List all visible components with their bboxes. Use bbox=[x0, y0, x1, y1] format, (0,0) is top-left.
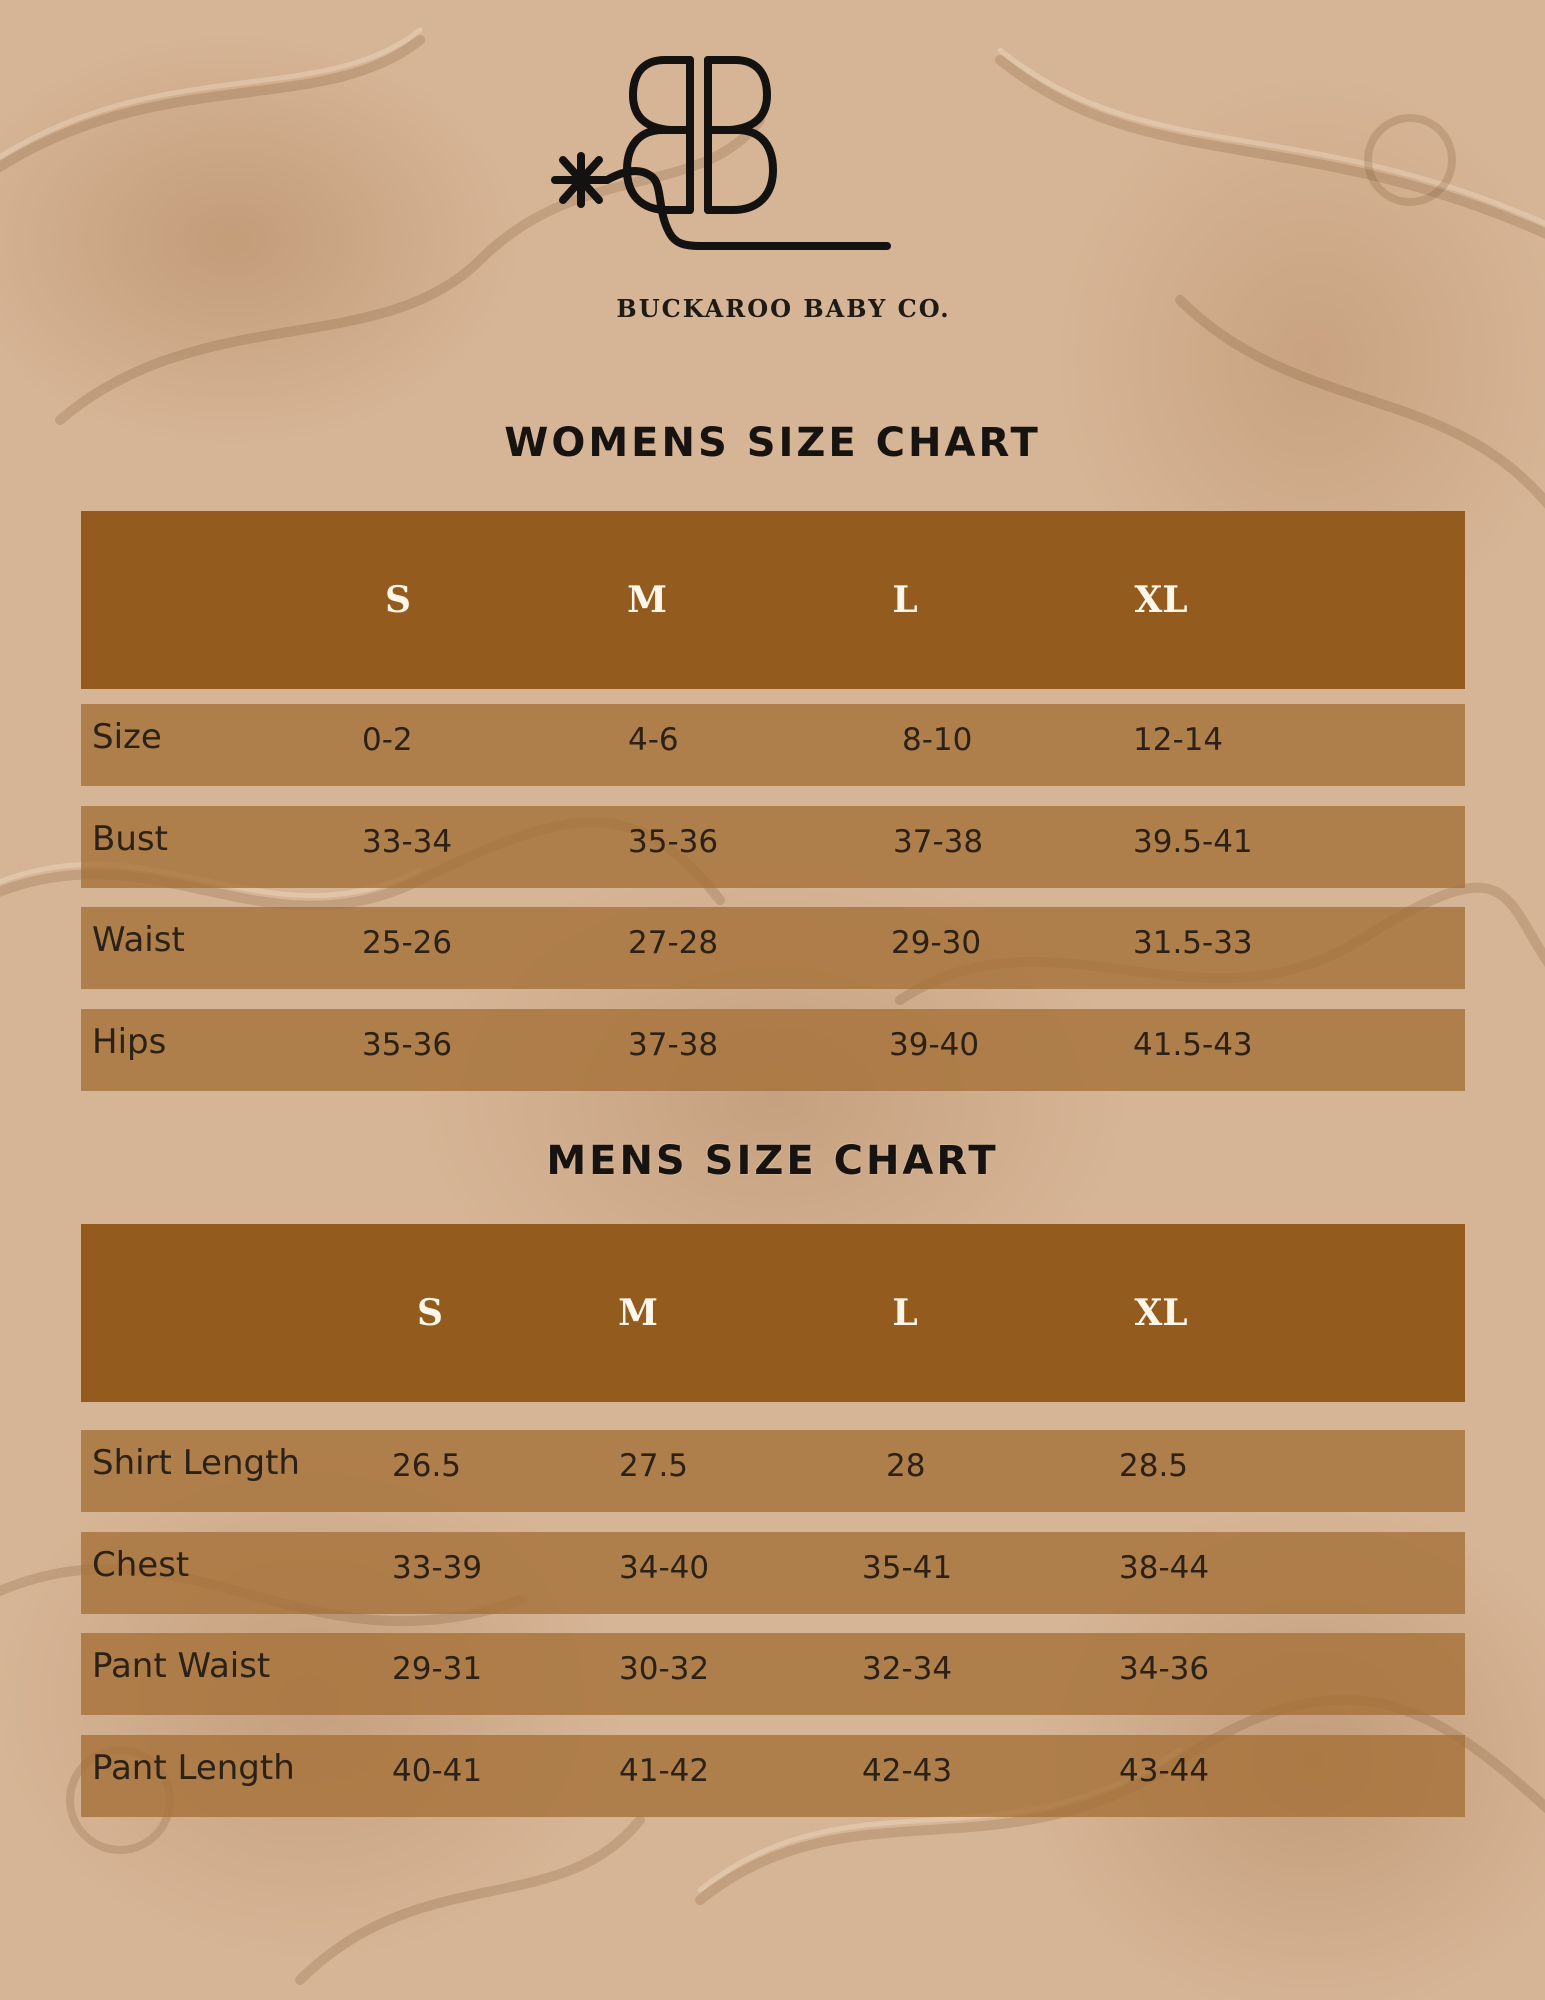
cell: 35-41 bbox=[862, 1550, 953, 1586]
cell: 35-36 bbox=[362, 1027, 453, 1063]
cell: 41-42 bbox=[619, 1753, 710, 1789]
cell: 26.5 bbox=[392, 1448, 462, 1484]
cell: 43-44 bbox=[1119, 1753, 1210, 1789]
mens-header-row bbox=[81, 1224, 1465, 1402]
cell: 33-39 bbox=[392, 1550, 483, 1586]
cell: 32-34 bbox=[862, 1651, 953, 1687]
header-s: S bbox=[417, 1292, 443, 1334]
cell: 40-41 bbox=[392, 1753, 483, 1789]
womens-header-row bbox=[81, 511, 1465, 689]
cell: 28 bbox=[886, 1448, 926, 1484]
cell: 4-6 bbox=[628, 722, 679, 758]
cell: 8-10 bbox=[902, 722, 973, 758]
mens-chart-title: MENS SIZE CHART bbox=[546, 1138, 999, 1184]
table-row bbox=[81, 1430, 1465, 1512]
cell: 27.5 bbox=[619, 1448, 689, 1484]
header-xl: XL bbox=[1134, 1292, 1188, 1334]
row-label: Pant Length bbox=[92, 1748, 295, 1788]
cell: 35-36 bbox=[628, 824, 719, 860]
table-row bbox=[81, 1735, 1465, 1817]
cell: 37-38 bbox=[893, 824, 984, 860]
header-s: S bbox=[385, 579, 411, 621]
cell: 38-44 bbox=[1119, 1550, 1210, 1586]
row-label: Chest bbox=[92, 1545, 190, 1585]
cell: 39-40 bbox=[889, 1027, 980, 1063]
header-l: L bbox=[892, 579, 918, 621]
cell: 33-34 bbox=[362, 824, 453, 860]
table-row bbox=[81, 1633, 1465, 1715]
row-label: Pant Waist bbox=[92, 1646, 271, 1686]
cell: 0-2 bbox=[362, 722, 413, 758]
cell: 25-26 bbox=[362, 925, 453, 961]
row-label: Shirt Length bbox=[92, 1443, 300, 1483]
cell: 37-38 bbox=[628, 1027, 719, 1063]
cell: 39.5-41 bbox=[1133, 824, 1253, 860]
cell: 34-36 bbox=[1119, 1651, 1210, 1687]
header-xl: XL bbox=[1134, 579, 1188, 621]
cell: 29-30 bbox=[891, 925, 982, 961]
table-row bbox=[81, 704, 1465, 786]
cell: 42-43 bbox=[862, 1753, 953, 1789]
header-m: M bbox=[618, 1292, 658, 1334]
cell: 34-40 bbox=[619, 1550, 710, 1586]
table-row bbox=[81, 806, 1465, 888]
womens-chart-title: WOMENS SIZE CHART bbox=[504, 420, 1041, 466]
table-row bbox=[81, 1009, 1465, 1091]
row-label: Bust bbox=[92, 819, 168, 859]
table-row bbox=[81, 907, 1465, 989]
cell: 29-31 bbox=[392, 1651, 483, 1687]
table-row bbox=[81, 1532, 1465, 1614]
header-l: L bbox=[892, 1292, 918, 1334]
row-label: Size bbox=[92, 717, 162, 757]
bb-spur-logo-icon bbox=[545, 50, 895, 260]
row-label: Waist bbox=[92, 920, 185, 960]
brand-name: BUCKAROO BABY CO. bbox=[616, 294, 951, 323]
cell: 31.5-33 bbox=[1133, 925, 1253, 961]
cell: 41.5-43 bbox=[1133, 1027, 1253, 1063]
cell: 28.5 bbox=[1119, 1448, 1189, 1484]
cell: 27-28 bbox=[628, 925, 719, 961]
row-label: Hips bbox=[92, 1022, 167, 1062]
cell: 12-14 bbox=[1133, 722, 1224, 758]
cell: 30-32 bbox=[619, 1651, 710, 1687]
header-m: M bbox=[627, 579, 667, 621]
